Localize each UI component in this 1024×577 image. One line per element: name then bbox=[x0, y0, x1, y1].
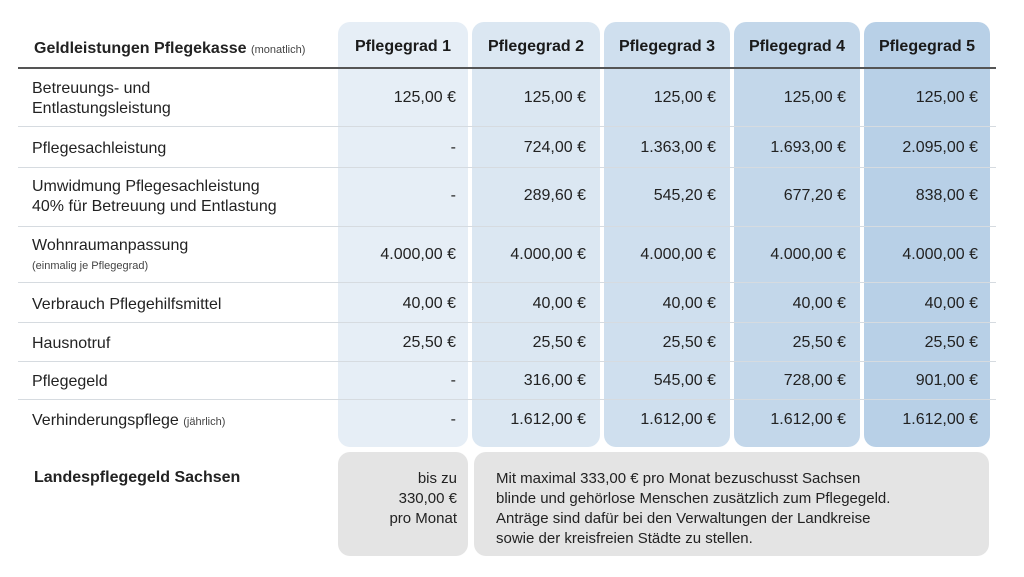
table-cell: 1.693,00 € bbox=[770, 139, 846, 156]
table-cell: 677,20 € bbox=[783, 187, 846, 204]
table-cell: 289,60 € bbox=[523, 187, 586, 204]
table-cell: 838,00 € bbox=[915, 187, 978, 204]
table-cell: 40,00 € bbox=[924, 295, 978, 312]
table-cell: 901,00 € bbox=[915, 372, 978, 389]
row-divider bbox=[18, 226, 996, 227]
table-cell: 1.612,00 € bbox=[510, 411, 586, 428]
row-label-umwidmung: Umwidmung Pflegesachleistung 40% für Betreuung und Entlastung bbox=[32, 178, 277, 215]
table-cell: 40,00 € bbox=[532, 295, 586, 312]
table-cell: 125,00 € bbox=[653, 89, 716, 106]
row-divider bbox=[18, 167, 996, 168]
table-cell: 40,00 € bbox=[662, 295, 716, 312]
table-cell: 4.000,00 € bbox=[770, 246, 846, 263]
row-divider bbox=[18, 282, 996, 283]
table-cell: - bbox=[450, 411, 456, 428]
table-cell: - bbox=[450, 187, 456, 204]
table-cell: 25,50 € bbox=[402, 334, 456, 351]
table-cell: 4.000,00 € bbox=[380, 246, 456, 263]
table-cell: 25,50 € bbox=[924, 334, 978, 351]
table-cell: 545,20 € bbox=[653, 187, 716, 204]
table-title: Geldleistungen Pflegekasse (monatlich) bbox=[34, 40, 306, 57]
table-cell: 25,50 € bbox=[662, 334, 716, 351]
row-label-verhinderungspflege: Verhinderungspflege (jährlich) bbox=[32, 412, 226, 429]
column-header-3: Pflegegrad 3 bbox=[618, 38, 716, 55]
header-divider bbox=[18, 67, 996, 69]
table-cell: 4.000,00 € bbox=[902, 246, 978, 263]
table-cell: 4.000,00 € bbox=[640, 246, 716, 263]
row-label-hausnotruf: Hausnotruf bbox=[32, 335, 111, 352]
table-cell: 125,00 € bbox=[783, 89, 846, 106]
row-divider bbox=[18, 399, 996, 400]
row-divider bbox=[18, 126, 996, 127]
table-cell: 125,00 € bbox=[523, 89, 586, 106]
landespflegegeld-label: Landespflegegeld Sachsen bbox=[34, 469, 241, 486]
table-cell: 1.612,00 € bbox=[640, 411, 716, 428]
table-cell: 125,00 € bbox=[393, 89, 456, 106]
table-cell: 25,50 € bbox=[792, 334, 846, 351]
row-label-pflegehilfsmittel: Verbrauch Pflegehilfsmittel bbox=[32, 296, 222, 313]
table-cell: 40,00 € bbox=[402, 295, 456, 312]
row-label-betreuung: Betreuungs- und Entlastungsleistung bbox=[32, 80, 171, 117]
landespflegegeld-value: bis zu 330,00 € pro Monat bbox=[389, 470, 457, 527]
table-cell: 2.095,00 € bbox=[902, 139, 978, 156]
row-label-pflegegeld: Pflegegeld bbox=[32, 373, 108, 390]
table-cell: 40,00 € bbox=[792, 295, 846, 312]
column-header-1: Pflegegrad 1 bbox=[354, 38, 452, 55]
table-cell: 545,00 € bbox=[653, 372, 716, 389]
table-cell: - bbox=[450, 139, 456, 156]
table-cell: 728,00 € bbox=[783, 372, 846, 389]
row-label-wohnraumanpassung: Wohnraumanpassung (einmalig je Pflegegrad) bbox=[32, 237, 189, 272]
column-header-5: Pflegegrad 5 bbox=[878, 38, 976, 55]
table-cell: 125,00 € bbox=[915, 89, 978, 106]
table-cell: - bbox=[450, 372, 456, 389]
table-cell: 4.000,00 € bbox=[510, 246, 586, 263]
row-divider bbox=[18, 322, 996, 323]
table-cell: 316,00 € bbox=[523, 372, 586, 389]
table-cell: 1.363,00 € bbox=[640, 139, 716, 156]
column-header-4: Pflegegrad 4 bbox=[748, 38, 846, 55]
table-cell: 25,50 € bbox=[532, 334, 586, 351]
table-cell: 1.612,00 € bbox=[902, 411, 978, 428]
table-cell: 1.612,00 € bbox=[770, 411, 846, 428]
column-header-2: Pflegegrad 2 bbox=[487, 38, 585, 55]
row-divider bbox=[18, 361, 996, 362]
table-cell: 724,00 € bbox=[523, 139, 586, 156]
landespflegegeld-note: Mit maximal 333,00 € pro Monat bezuschusst Sachsen blinde und gehörlose Menschen zusätzlich zum Pflegegeld. Anträge sind dafür bei den Verwaltungen der Landkreise sowie der kreisfreien Städte zu stellen. bbox=[496, 470, 891, 547]
row-label-pflegesachleistung: Pflegesachleistung bbox=[32, 140, 167, 157]
